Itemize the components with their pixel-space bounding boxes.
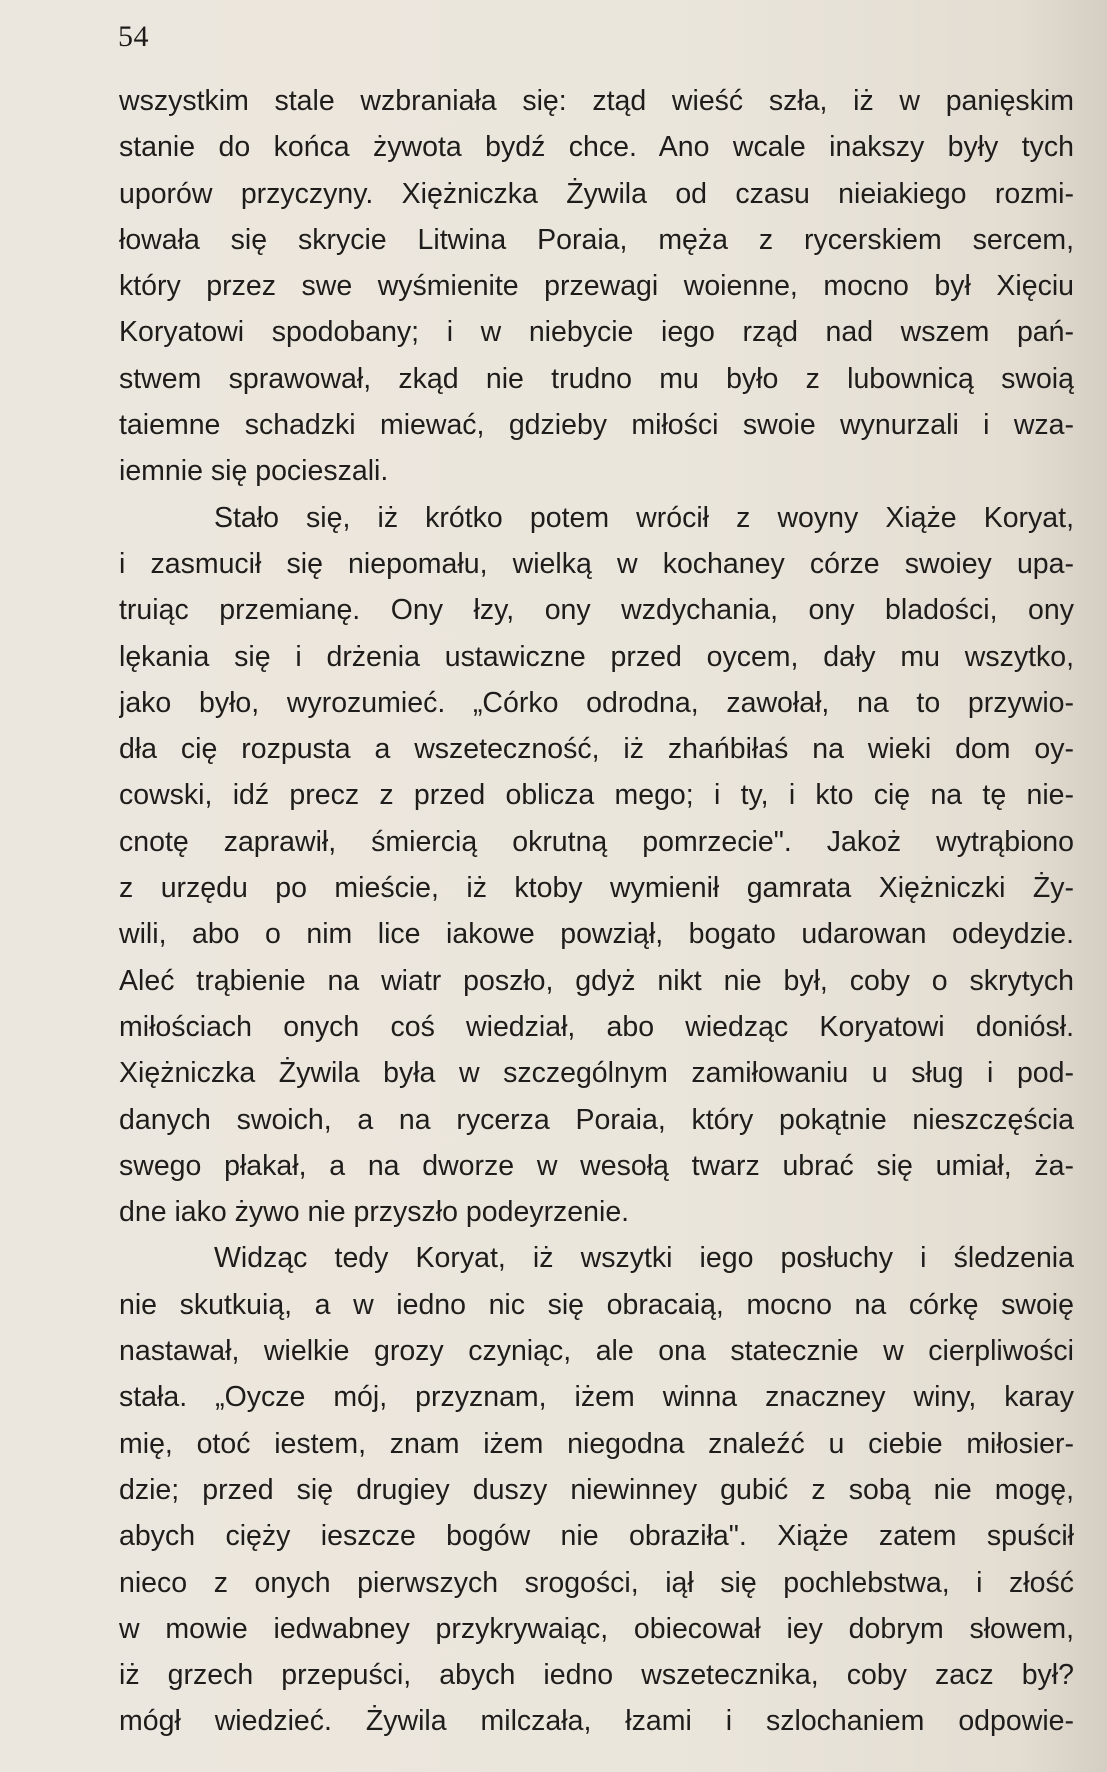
- text-line: swego płakał, a na dworze w wesołą twarz ubrać się umiał, ża-: [119, 1149, 1074, 1182]
- text-line: stanie do końca żywota bydź chce. Ano wcale inakszy były tych: [119, 131, 1074, 164]
- text-line: mię, otoć iestem, znam iżem niegodna znaleźć u ciebie miłosier-: [119, 1427, 1074, 1460]
- text-line: Stało się, iż krótko potem wrócił z woyny Xiąże Koryat,: [214, 501, 1074, 534]
- text-line: i zasmucił się niepomału, wielką w kochaney córze swoiey upa-: [119, 547, 1074, 580]
- body-text: [119, 78, 1074, 1745]
- text-line: Xiężniczka Żywila była w szczególnym zamiłowaniu u sług i pod-: [119, 1057, 1074, 1090]
- text-line: cnotę zaprawił, śmiercią okrutną pomrzecie". Jakoż wytrąbiono: [119, 825, 1074, 858]
- text-line: nieco z onych pierwszych srogości, iął się pochlebstwa, i złość: [119, 1566, 1074, 1599]
- text-line: Widząc tedy Koryat, iż wszytki iego posłuchy i śledzenia: [214, 1242, 1074, 1275]
- text-line: który przez swe wyśmienite przewagi woienne, mocno był Xięciu: [119, 270, 1074, 303]
- text-line: z urzędu po mieście, iż ktoby wymienił gamrata Xiężniczki Ży-: [119, 872, 1074, 905]
- text-line: nie skutkuią, a w iedno nic się obracaią, mocno na córkę swoię: [119, 1288, 1074, 1321]
- text-line: stwem sprawował, zkąd nie trudno mu było z lubownicą swoią: [119, 362, 1074, 395]
- text-line: Koryatowi spodobany; i w niebycie iego rząd nad wszem pań-: [119, 316, 1074, 349]
- text-line: cowski, idź precz z przed oblicza mego; i ty, i kto cię na tę nie-: [119, 779, 1074, 812]
- text-line: dne iako żywo nie przyszło podeyrzenie.: [119, 1196, 630, 1229]
- text-line: wili, abo o nim lice iakowe powziął, bogato udarowan odeydzie.: [119, 918, 1074, 951]
- text-line: Aleć trąbienie na wiatr poszło, gdyż nikt nie był, coby o skrytych: [119, 964, 1074, 997]
- text-line: dzie; przed się drugiey duszy niewinney gubić z sobą nie mogę,: [119, 1473, 1074, 1506]
- page-number: 54: [118, 20, 149, 53]
- text-line: truiąc przemianę. Ony łzy, ony wzdychania, ony bladości, ony: [119, 594, 1074, 627]
- text-line: abych cięży ieszcze bogów nie obraziła". Xiąże zatem spuścił: [119, 1520, 1074, 1553]
- text-line: łowała się skrycie Litwina Poraia, męża z rycerskiem sercem,: [119, 223, 1074, 256]
- text-line: uporów przyczyny. Xiężniczka Żywila od czasu nieiakiego rozmi-: [119, 177, 1074, 210]
- text-line: stała. „Oycze mój, przyznam, iżem winna znaczney winy, karay: [119, 1381, 1074, 1414]
- text-line: mógł wiedzieć. Żywila milczała, łzami i szlochaniem odpowie-: [119, 1705, 1074, 1738]
- text-line: dła cię rozpusta a wszeteczność, iż zhańbiłaś na wieki dom oy-: [119, 733, 1074, 766]
- text-line: iż grzech przepuści, abych iedno wszetecznika, coby zacz był?: [119, 1659, 1074, 1692]
- text-line: taiemne schadzki miewać, gdzieby miłości swoie wynurzali i wza-: [119, 409, 1074, 442]
- text-line: iemnie się pocieszali.: [119, 455, 389, 488]
- text-line: danych swoich, a na rycerza Poraia, który pokątnie nieszczęścia: [119, 1103, 1074, 1136]
- text-line: lękania się i drżenia ustawiczne przed oycem, dały mu wszytko,: [119, 640, 1074, 673]
- text-line: w mowie iedwabney przykrywaiąc, obiecował iey dobrym słowem,: [119, 1612, 1074, 1645]
- text-line: wszystkim stale wzbraniała się: ztąd wieść szła, iż w panięskim: [119, 85, 1074, 117]
- text-line: miłościach onych coś wiedział, abo wiedząc Koryatowi doniósł.: [119, 1010, 1074, 1043]
- text-line: nastawał, wielkie grozy czyniąc, ale ona statecznie w cierpliwości: [119, 1335, 1074, 1368]
- text-line: jako było, wyrozumieć. „Córko odrodna, zawołał, na to przywio-: [119, 686, 1074, 719]
